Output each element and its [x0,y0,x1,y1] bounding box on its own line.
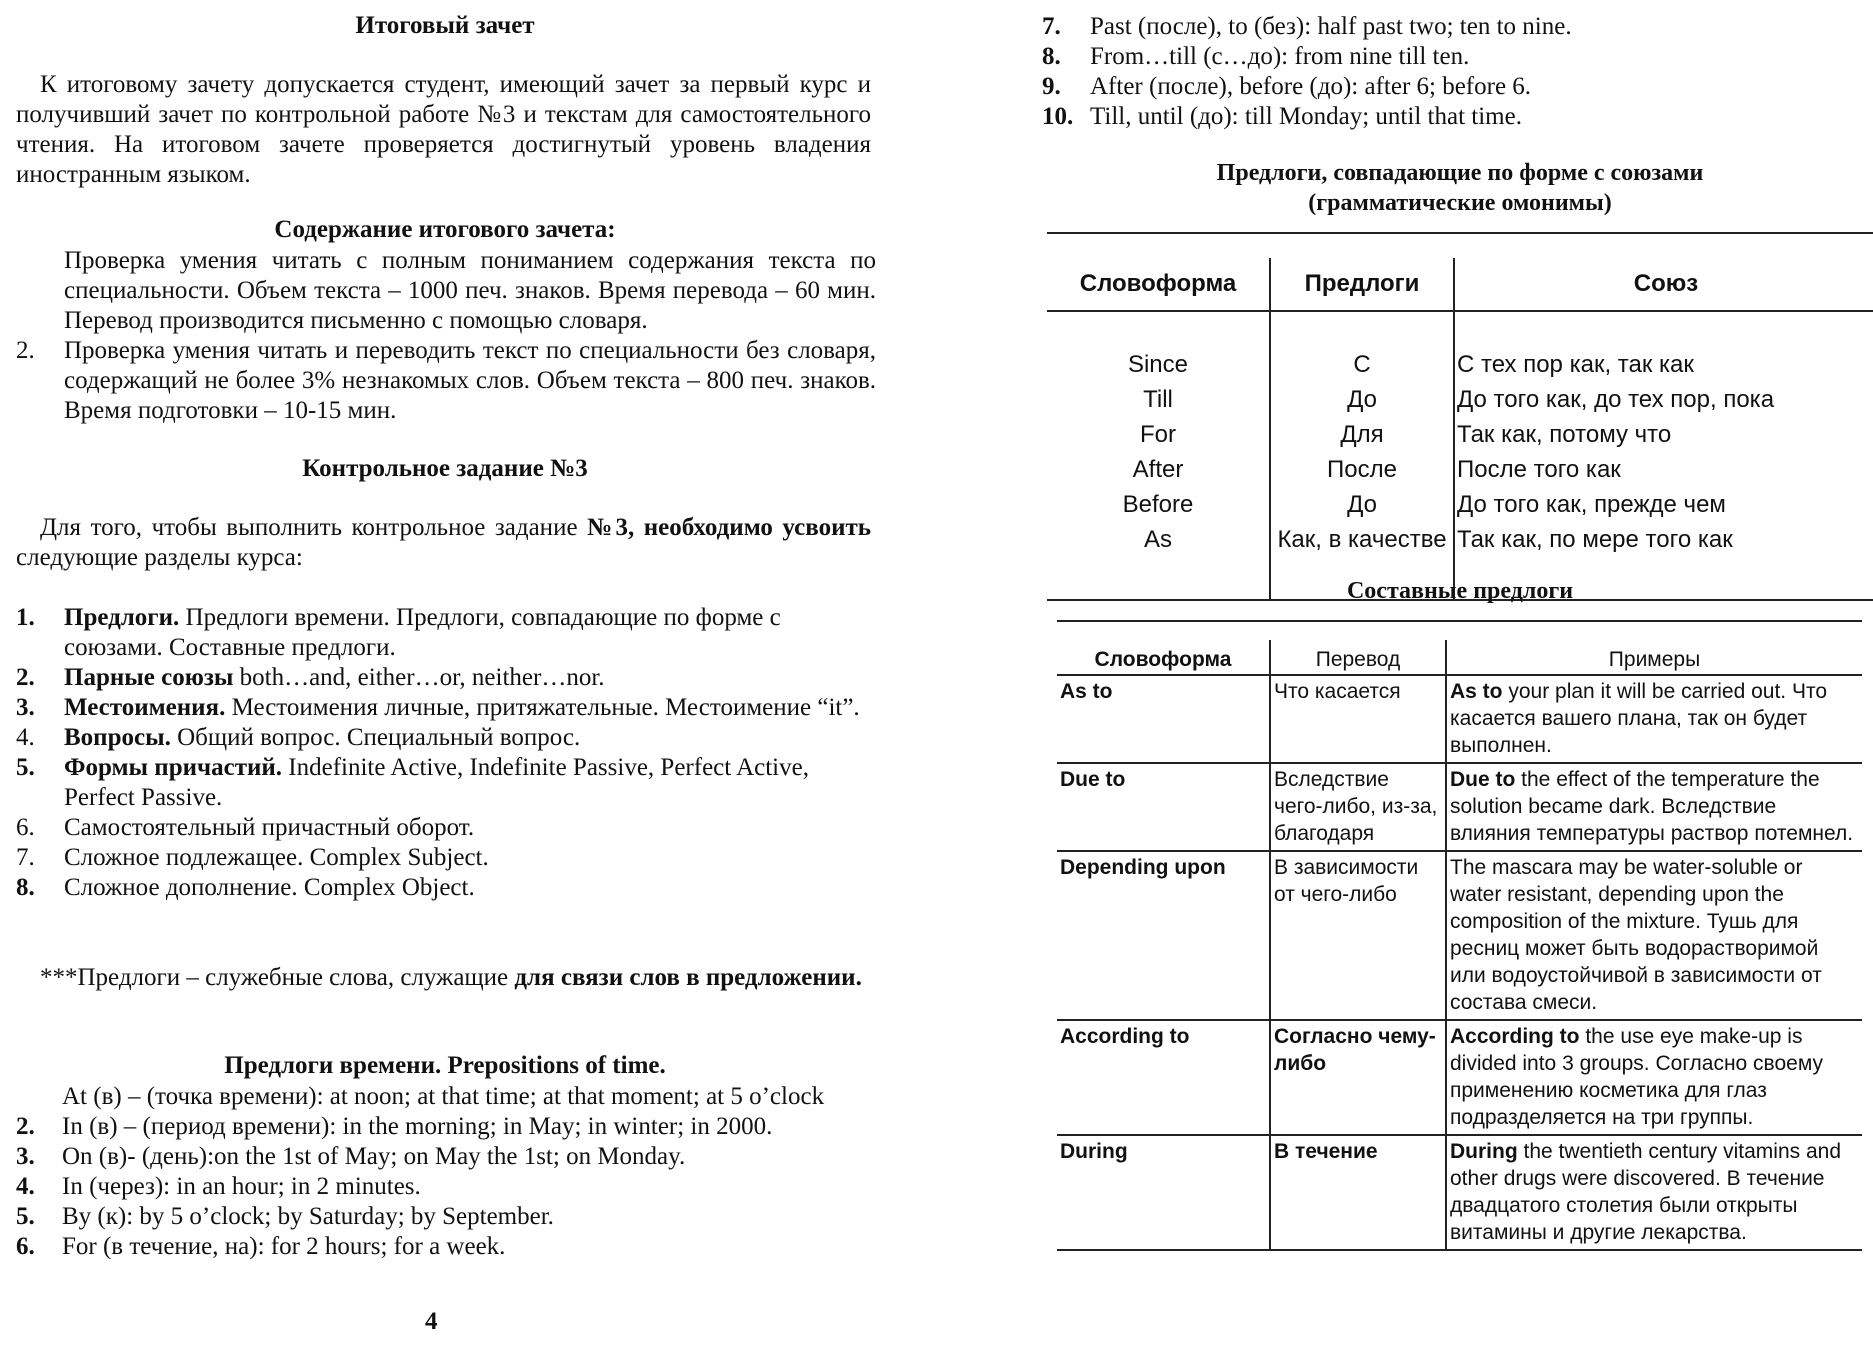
table-row: As Как, в качестве Так как, по мере того как [1047,522,1873,557]
table-row: For Для Так как, потому что [1047,417,1873,452]
time-prepositions-list-continued [1042,12,1842,132]
time-prepositions-list [16,1082,876,1262]
homonyms-heading: Предлоги, совпадающие по форме с союзами [1216,160,1704,186]
homonyms-subheading: (грамматические омонимы) [1308,190,1612,216]
table-row: During В течение During the twentieth century vitamins and other drugs were discovered. В течение двадцатого столетия были открыты витамины и другие лекарства. [1057,1135,1862,1250]
column-header: Предлоги [1270,258,1454,311]
final-test-title: Итоговый зачет [355,12,535,39]
content-list [16,246,876,426]
list-item: 2. Парные союзы both…and, either…or, neither…nor. [16,664,605,691]
prepositions-note: ***Предлоги – служебные слова, служащие для связи слов в предложении. [40,964,862,991]
list-item: 4. Вопросы. Общий вопрос. Специальный вопрос. [16,724,581,751]
list-item: 5. By (к): by 5 o’clock; by Saturday; by September. [16,1203,554,1230]
table-row: Till До До того как, до тех пор, пока [1047,382,1873,417]
column-header: Словоформа [1057,640,1270,675]
right-page [1030,0,1873,1350]
course-sections-list [16,603,876,903]
column-header: Союз [1454,258,1873,311]
list-item: 8. From…till (с…до): from nine till ten. [1042,43,1470,70]
list-item: 5. Формы причастий. Indefinite Active, Indefinite Passive, Perfect Active, Perfect Passive. [16,754,809,811]
homonyms-table [1047,258,1873,601]
table-row: Due to Вследствие чего-либо, из-за, благодаря Due to the effect of the temperature the solution became dark. Вследствие влияния температуры раствор потемнел. [1057,763,1862,851]
table-row: Depending upon В зависимости от чего-либо The mascara may be water-soluble or water resistant, depending upon the composition of the mixture. Тушь для ресниц может быть водорастворимой или водоустойчивой в зависимости от состава смеси. [1057,851,1862,1020]
list-item: 1. Предлоги. Предлоги времени. Предлоги, совпадающие по форме с союзами. Составные предлоги. [16,604,781,661]
page-number: 4 [425,1308,438,1335]
table-row: According to Согласно чему-либо According to the use eye make-up is divided into 3 groups. Согласно своему применению косметика для глаз подразделяется на три группы. [1057,1020,1862,1135]
list-item: 6. Самостоятельный причастный оборот. [16,814,475,841]
list-item: 4. In (через): in an hour; in 2 minutes. [16,1173,421,1200]
table-row: Since С С тех пор как, так как [1047,347,1873,382]
table-top-rule [1047,232,1873,234]
list-item: 9. After (после), before (до): after 6; before 6. [1042,73,1532,100]
list-item: 6. For (в течение, на): for 2 hours; for a week. [16,1233,506,1260]
task-heading: Контрольное задание №3 [302,455,588,482]
table-row: Before До До того как, прежде чем [1047,487,1873,522]
column-header: Примеры [1446,640,1862,675]
intro-paragraph: К итоговому зачету допускается студент, имеющий зачет за первый курс и получивший зачет по контрольной работе №3 и текстам для самостоятельного чтения. На итоговом зачете проверяется достигнутый уровень владения иностранным языком. [16,71,871,188]
content-item: Проверка умения читать с полным пониманием содержания текста по специальности. Объем текста – 1000 печ. знаков. Время перевода – 60 мин. Перевод производится письменно с помощью словаря. [64,247,876,334]
list-item: 3. Местоимения. Местоимения личные, притяжательные. Местоимение “it”. [16,694,860,721]
table-row: As to Что касается As to your plan it will be carried out. Что касается вашего плана, так он будет выполнен. [1057,675,1862,763]
list-item: At (в) – (точка времени): at noon; at that time; at that moment; at 5 o’clock [62,1083,825,1110]
compound-prepositions-table [1057,640,1862,1251]
list-item: 10. Till, until (до): till Monday; until that time. [1042,103,1522,130]
list-item: 3. On (в)- (день):on the 1st of May; on May the 1st; on Monday. [16,1143,686,1170]
left-page [0,0,900,1350]
content-item: 2. Проверка умения читать и переводить текст по специальности без словаря, содержащий не более 3% незнакомых слов. Объем текста – 800 печ. знаков. Время подготовки – 10-15 мин. [16,337,876,424]
column-header: Перевод [1270,640,1446,675]
time-prepositions-heading: Предлоги времени. Prepositions of time. [224,1052,666,1079]
table-row: After После После того как [1047,452,1873,487]
list-item: 7. Past (после), to (без): half past two; ten to nine. [1042,13,1572,40]
content-heading: Содержание итогового зачета: [274,216,616,243]
list-item: 8. Сложное дополнение. Complex Object. [16,874,475,901]
task-intro: Для того, чтобы выполнить контрольное задание №3, необходимо усвоить следующие разделы курса: [16,514,871,571]
table-top-rule [1057,620,1862,622]
list-item: 7. Сложное подлежащее. Complex Subject. [16,844,489,871]
list-item: 2. In (в) – (период времени): in the morning; in May; in winter; in 2000. [16,1113,773,1140]
column-header: Словоформа [1047,258,1270,311]
compound-prepositions-heading: Составные предлоги [1346,578,1574,604]
